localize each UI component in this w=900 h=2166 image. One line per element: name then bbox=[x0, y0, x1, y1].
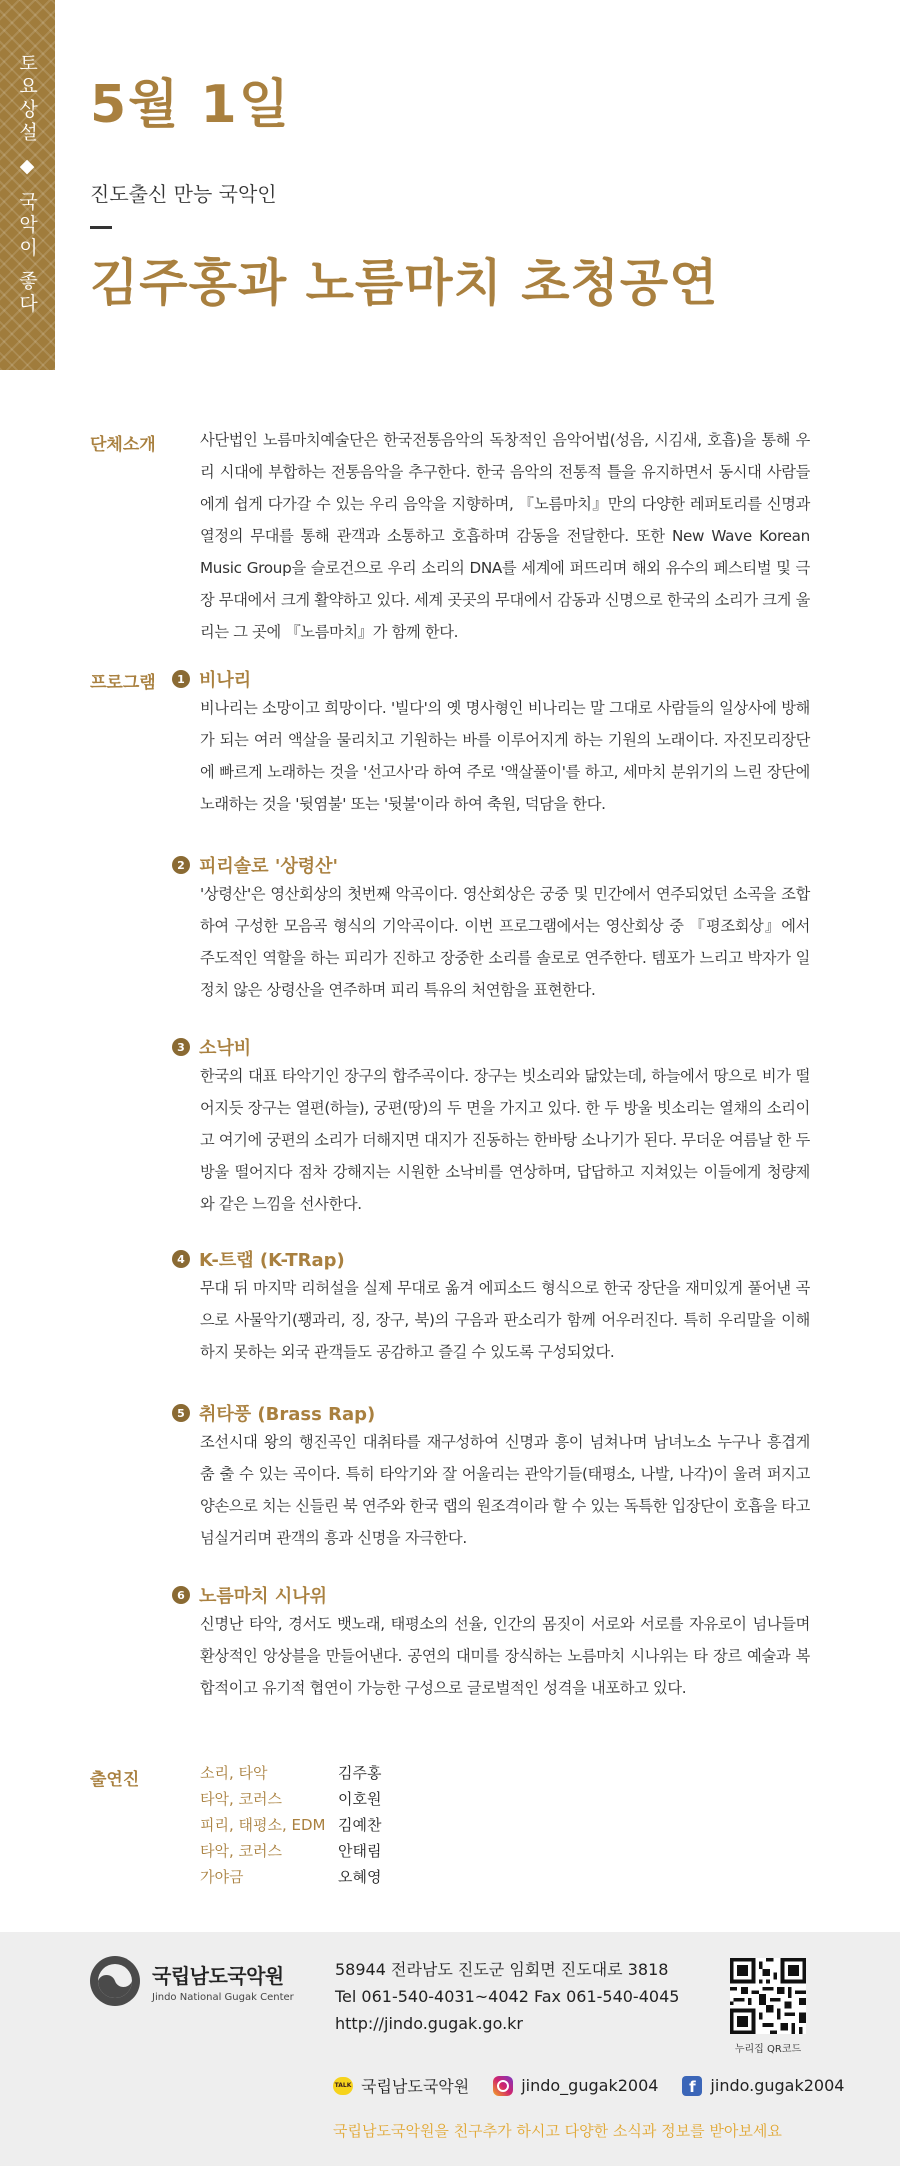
contact-info bbox=[335, 1956, 679, 2037]
performer-role: 피리, 태평소, EDM bbox=[200, 1816, 326, 1834]
invite-text: 국립남도국악원을 친구추가 하시고 다양한 소식과 정보를 받아보세요 bbox=[333, 2122, 782, 2140]
facebook-icon: f bbox=[682, 2076, 702, 2096]
number-6-icon: 6 bbox=[172, 1586, 190, 1604]
footer bbox=[0, 1932, 900, 2166]
instagram-icon bbox=[493, 2076, 513, 2096]
logo-name-en: Jindo National Gugak Center bbox=[152, 1991, 294, 2003]
program-title-text: 노름마치 시나위 bbox=[199, 1586, 327, 1607]
program-item-title bbox=[172, 1034, 251, 1060]
logo-name-ko: 국립남도국악원 bbox=[152, 1963, 284, 1988]
program-item-title bbox=[172, 1246, 345, 1272]
kakao-label: 국립남도국악원 bbox=[361, 2077, 470, 2096]
side-banner bbox=[0, 0, 55, 370]
program-label: 프로그램 bbox=[90, 673, 156, 693]
performer-name: 김주홍 bbox=[338, 1764, 382, 1782]
facebook-label: jindo.gugak2004 bbox=[710, 2076, 845, 2095]
gugak-center-logo-icon bbox=[88, 1954, 142, 2008]
address: 58944 전라남도 진도군 임회면 진도대로 3818 bbox=[335, 1960, 669, 1979]
program-item-desc: 한국의 대표 타악기인 장구의 합주곡이다. 장구는 빗소리와 닮았는데, 하늘에서 땅으로 비가 떨어지듯 장구는 열편(하늘), 궁편(땅)의 두 면을 가지고 있다. 한 두 방울 빗소리는 열채의 소리이고 여기에 궁편의 소리가 더해지면 대지가 진동하는 한바탕 소나기가 된다. 무더운 여름날 한 두 방울 떨어지다 점차 강해지는 시원한 소낙비를 연상하며, 답답하고 지쳐있는 이들에게 청량제와 같은 느낌을 선사한다. bbox=[200, 1067, 810, 1213]
number-3-icon: 3 bbox=[172, 1038, 190, 1056]
kakao-link[interactable] bbox=[333, 2074, 469, 2097]
program-item-desc: 신명난 타악, 경서도 뱃노래, 태평소의 선율, 인간의 몸짓이 서로와 서로를 자유로이 넘나들며 환상적인 앙상블을 만들어낸다. 공연의 대미를 장식하는 노름마치 시나위는 타 장르 예술과 복합적이고 유기적 협연이 가능한 구성으로 글로벌적인 성격을 내포하고 있다. bbox=[200, 1615, 810, 1697]
number-1-icon: 1 bbox=[172, 670, 190, 688]
performer-name: 김예찬 bbox=[338, 1816, 382, 1834]
performer-role: 타악, 코러스 bbox=[200, 1842, 282, 1860]
program-item-desc: 조선시대 왕의 행진곡인 대취타를 재구성하여 신명과 흥이 넘쳐나며 남녀노소 누구나 흥겹게 춤 출 수 있는 곡이다. 특히 타악기와 잘 어울리는 관악기들(태평소, 나발, 나각)이 울려 퍼지고 양손으로 치는 신들린 북 연주와 한국 랩의 원조격이라 할 수 있는 독특한 입장단이 호흡을 타고 넘실거리며 관객의 흥과 신명을 자극한다. bbox=[200, 1433, 810, 1547]
performer-row bbox=[200, 1838, 381, 1864]
phone-fax: Tel 061-540-4031~4042 Fax 061-540-4045 bbox=[335, 1987, 680, 2006]
qr-label: 누리집 QR코드 bbox=[734, 2044, 802, 2055]
program-item-desc: '상령산'은 영산회상의 첫번째 악곡이다. 영산회상은 궁중 및 민간에서 연주되었던 소곡을 조합하여 구성한 모음곡 형식의 기악곡이다. 이번 프로그램에서는 영산회상 중 『평조회상』에서 주도적인 역할을 하는 피리가 진하고 장중한 소리를 솔로로 연주한다. 템포가 느리고 박자가 일정치 않은 상령산을 연주하며 피리 특유의 처연함을 표현한다. bbox=[200, 885, 810, 999]
program-item-title bbox=[172, 852, 338, 878]
performers-label: 출연진 bbox=[90, 1770, 140, 1790]
intro-label: 단체소개 bbox=[90, 435, 156, 455]
program-title-text: 피리솔로 '상령산' bbox=[199, 856, 339, 877]
performer-name: 오혜영 bbox=[338, 1868, 382, 1886]
kakaotalk-icon: TALK bbox=[333, 2077, 353, 2095]
performer-role: 타악, 코러스 bbox=[200, 1790, 282, 1808]
qr-code-icon[interactable] bbox=[730, 1958, 806, 2034]
program-title-text: K-트랩 (K-TRap) bbox=[199, 1250, 345, 1271]
performer-role: 소리, 타악 bbox=[200, 1764, 268, 1782]
performer-row bbox=[200, 1864, 381, 1890]
number-2-icon: 2 bbox=[172, 856, 190, 874]
program-title-text: 취타풍 (Brass Rap) bbox=[199, 1404, 376, 1425]
performers-list bbox=[200, 1760, 381, 1890]
program-item-title bbox=[172, 1400, 375, 1426]
event-subtitle: 진도출신 만능 국악인 bbox=[90, 182, 277, 206]
instagram-link[interactable] bbox=[493, 2076, 658, 2096]
performer-row bbox=[200, 1786, 381, 1812]
website-link[interactable]: http://jindo.gugak.go.kr bbox=[335, 2014, 523, 2033]
number-5-icon: 5 bbox=[172, 1404, 190, 1422]
program-item-title bbox=[172, 1582, 327, 1608]
program-item-title bbox=[172, 666, 251, 692]
event-date: 5월 1일 bbox=[90, 75, 291, 135]
facebook-link[interactable] bbox=[682, 2076, 844, 2096]
performer-name: 안태림 bbox=[338, 1842, 382, 1860]
program-title-text: 비나리 bbox=[199, 670, 252, 691]
logo[interactable] bbox=[88, 1954, 294, 2008]
performer-name: 이호원 bbox=[338, 1790, 382, 1808]
program-title-text: 소낙비 bbox=[199, 1038, 252, 1059]
program-item-desc: 무대 뒤 마지막 리허설을 실제 무대로 옮겨 에피소드 형식으로 한국 장단을 재미있게 풀어낸 곡으로 사물악기(꽹과리, 징, 장구, 북)의 구음과 판소리가 함께 어우러진다. 특히 우리말을 이해하지 못하는 외국 관객들도 공감하고 즐길 수 있도록 구성되었다. bbox=[200, 1279, 810, 1361]
performer-row bbox=[200, 1760, 381, 1786]
intro-text: 사단법인 노름마치예술단은 한국전통음악의 독창적인 음악어법(성음, 시김새, 호흡)을 통해 우리 시대에 부합하는 전통음악을 추구한다. 한국 음악의 전통적 틀을 유지하면서 동시대 사람들에게 쉽게 다가갈 수 있는 우리 음악을 지향하며, 『노름마치』만의 다양한 레퍼토리를 신명과 열정의 무대를 통해 관객과 소통하고 호흡하며 감동을 전달한다. 또한 New Wave Korean Music Group을 슬로건으로 우리 소리의 DNA를 세계에 퍼뜨리며 해외 유수의 페스티벌 및 극장 무대에서 크게 활약하고 있다. 세계 곳곳의 무대에서 감동과 신명으로 한국의 소리가 크게 울리는 그 곳에 『노름마치』가 함께 한다. bbox=[200, 431, 810, 641]
performer-row bbox=[200, 1812, 381, 1838]
instagram-label: jindo_gugak2004 bbox=[521, 2076, 659, 2095]
social-links bbox=[333, 2074, 868, 2097]
side-banner-text: 토요상설 ◆ 국악이 좋다 bbox=[16, 53, 38, 317]
page-title: 김주홍과 노름마치 초청공연 bbox=[90, 253, 719, 312]
divider-dash bbox=[90, 226, 112, 229]
performer-role: 가야금 bbox=[200, 1868, 244, 1886]
program-item-desc: 비나리는 소망이고 희망이다. '빌다'의 옛 명사형인 비나리는 말 그대로 사람들의 일상사에 방해가 되는 여러 액살을 물리치고 기원하는 바를 이루어지게 하는 기원의 노래이다. 자진모리장단에 빠르게 노래하는 것을 '선고사'라 하여 주로 '액살풀이'를 하고, 세마치 분위기의 느린 장단에 노래하는 것을 '뒷염불' 또는 '뒷불'이라 하여 축원, 덕담을 한다. bbox=[200, 699, 810, 813]
number-4-icon: 4 bbox=[172, 1250, 190, 1268]
